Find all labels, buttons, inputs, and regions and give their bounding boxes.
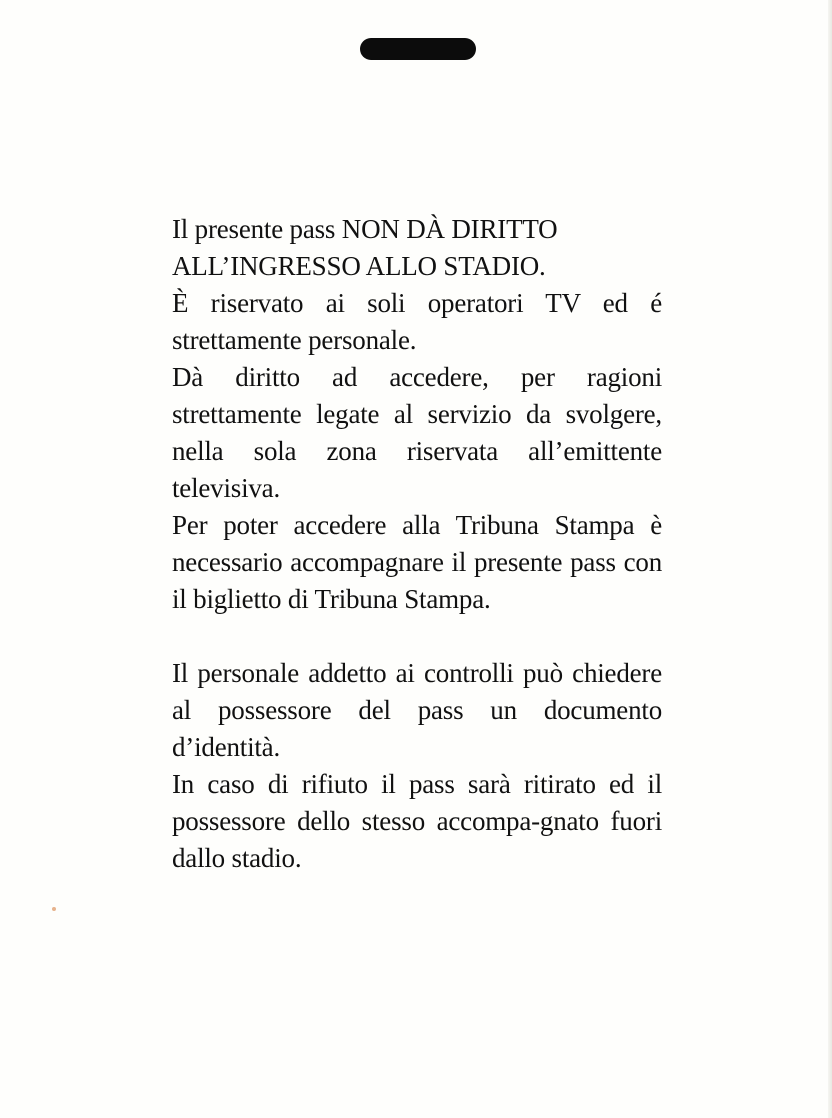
notice-line-1: Il presente pass NON DÀ DIRITTO	[172, 214, 558, 244]
spacer	[172, 618, 662, 655]
paragraph-refusal: In caso di rifiuto il pass sarà ritirato ed il possessore dello stesso accompa-gnato fuori dallo stadio.	[172, 769, 662, 873]
card-edge	[828, 0, 832, 1118]
lanyard-slot	[360, 38, 476, 60]
paragraph-identity-check: Il personale addetto ai controlli può chiedere al possessore del pass un documento d’identità.	[172, 658, 662, 762]
notice-line-2: ALL’INGRESSO ALLO STADIO.	[172, 251, 546, 281]
pass-terms	[172, 211, 662, 877]
paper-speck	[52, 907, 56, 911]
paragraph-press-stand: Per poter accedere alla Tribuna Stampa è necessario accompagnare il presente pass con il biglietto di Tribuna Stampa.	[172, 510, 662, 614]
paragraph-access-zone: Dà diritto ad accedere, per ragioni strettamente legate al servizio da svolgere, nella sola zona riservata all’emittente televisiva.	[172, 362, 662, 503]
paragraph-reserved-tv: È riservato ai soli operatori TV ed é strettamente personale.	[172, 288, 662, 355]
notice-heading	[172, 211, 662, 285]
